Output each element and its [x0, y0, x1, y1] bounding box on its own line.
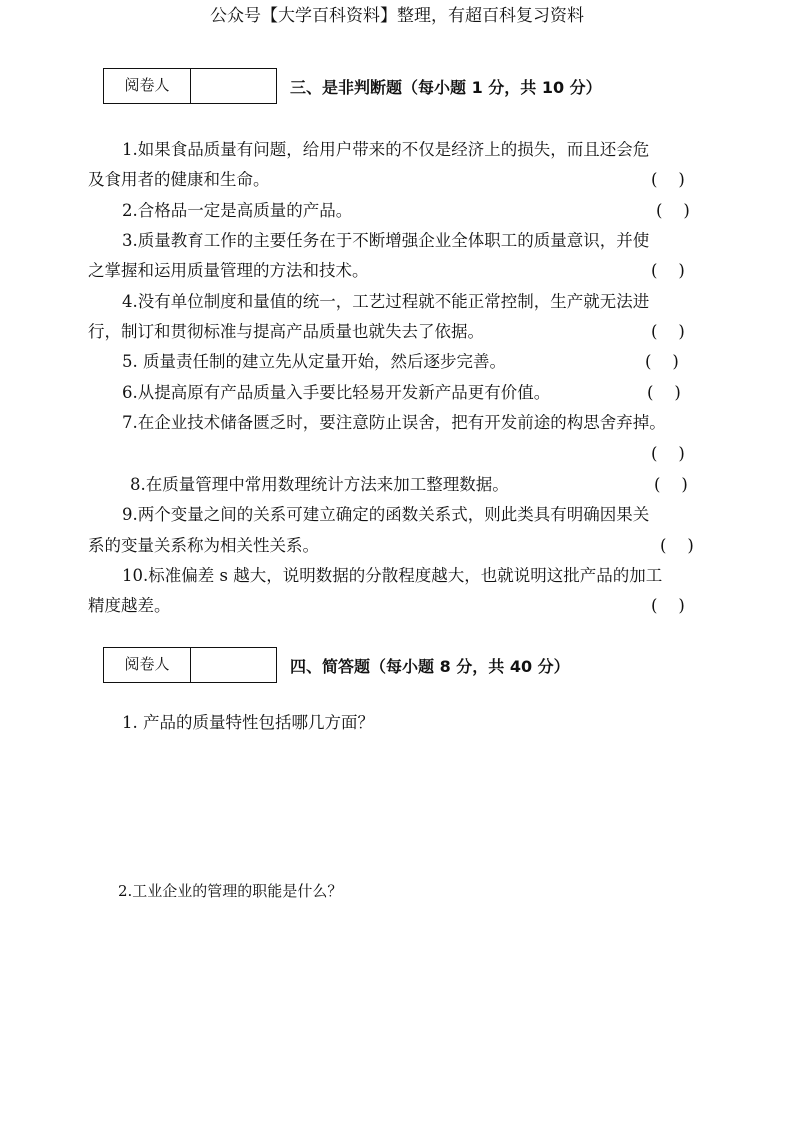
- answer-blank-5[interactable]: ( ): [645, 352, 679, 371]
- question-3-3-line1: 3.质量教育工作的主要任务在于不断增强企业全体职工的质量意识，并使: [122, 231, 650, 250]
- answer-blank-4[interactable]: ( ): [651, 322, 685, 341]
- grader-box-section3: [103, 68, 277, 104]
- question-3-1-line2: 及食用者的健康和生命。: [88, 170, 270, 189]
- answer-blank-10[interactable]: ( ): [651, 596, 685, 615]
- question-3-3-line2: 之掌握和运用质量管理的方法和技术。: [88, 261, 369, 280]
- grader-score-field[interactable]: [191, 69, 276, 103]
- answer-blank-6[interactable]: ( ): [647, 383, 681, 402]
- question-3-7: 7.在企业技术储备匮乏时，要注意防止误舍，把有开发前途的构思舍弃掉。: [122, 413, 666, 432]
- section3-title: 三、是非判断题（每小题 1 分，共 10 分）: [290, 78, 602, 97]
- question-3-10-line1: 10.标准偏差 s 越大，说明数据的分散程度越大，也就说明这批产品的加工: [122, 566, 663, 585]
- question-3-8: 8.在质量管理中常用数理统计方法来加工整理数据。: [130, 475, 509, 494]
- grader-label: 阅卷人: [104, 648, 191, 682]
- answer-blank-2[interactable]: ( ): [656, 201, 690, 220]
- question-3-6: 6.从提高原有产品质量入手要比轻易开发新产品更有价值。: [122, 383, 551, 402]
- short-answer-question-1: 1. 产品的质量特性包括哪几方面？: [122, 713, 374, 732]
- question-3-1-line1: 1.如果食品质量有问题，给用户带来的不仅是经济上的损失，而且还会危: [122, 140, 650, 159]
- grader-label: 阅卷人: [104, 69, 191, 103]
- question-3-5: 5. 质量责任制的建立先从定量开始，然后逐步完善。: [122, 352, 506, 371]
- grader-score-field[interactable]: [191, 648, 276, 682]
- question-3-2: 2.合格品一定是高质量的产品。: [122, 201, 353, 220]
- answer-blank-8[interactable]: ( ): [654, 475, 688, 494]
- question-3-9-line1: 9.两个变量之间的关系可建立确定的函数关系式，则此类具有明确因果关: [122, 505, 650, 524]
- answer-blank-9[interactable]: ( ): [660, 536, 694, 555]
- answer-blank-7[interactable]: ( ): [651, 444, 685, 463]
- answer-blank-1[interactable]: ( ): [651, 170, 685, 189]
- short-answer-question-2: 2.工业企业的管理的职能是什么？: [118, 882, 343, 900]
- question-3-4-line2: 行，制订和贯彻标准与提高产品质量也就失去了依据。: [88, 322, 484, 341]
- question-3-10-line2: 精度越差。: [88, 596, 171, 615]
- page-header: 公众号【大学百科资料】整理，有超百科复习资料: [210, 6, 584, 26]
- section4-title: 四、简答题（每小题 8 分，共 40 分）: [290, 657, 570, 676]
- question-3-4-line1: 4.没有单位制度和量值的统一，工艺过程就不能正常控制，生产就无法进: [122, 292, 650, 311]
- question-3-9-line2: 系的变量关系称为相关性关系。: [88, 536, 319, 555]
- answer-blank-3[interactable]: ( ): [651, 261, 685, 280]
- grader-box-section4: [103, 647, 277, 683]
